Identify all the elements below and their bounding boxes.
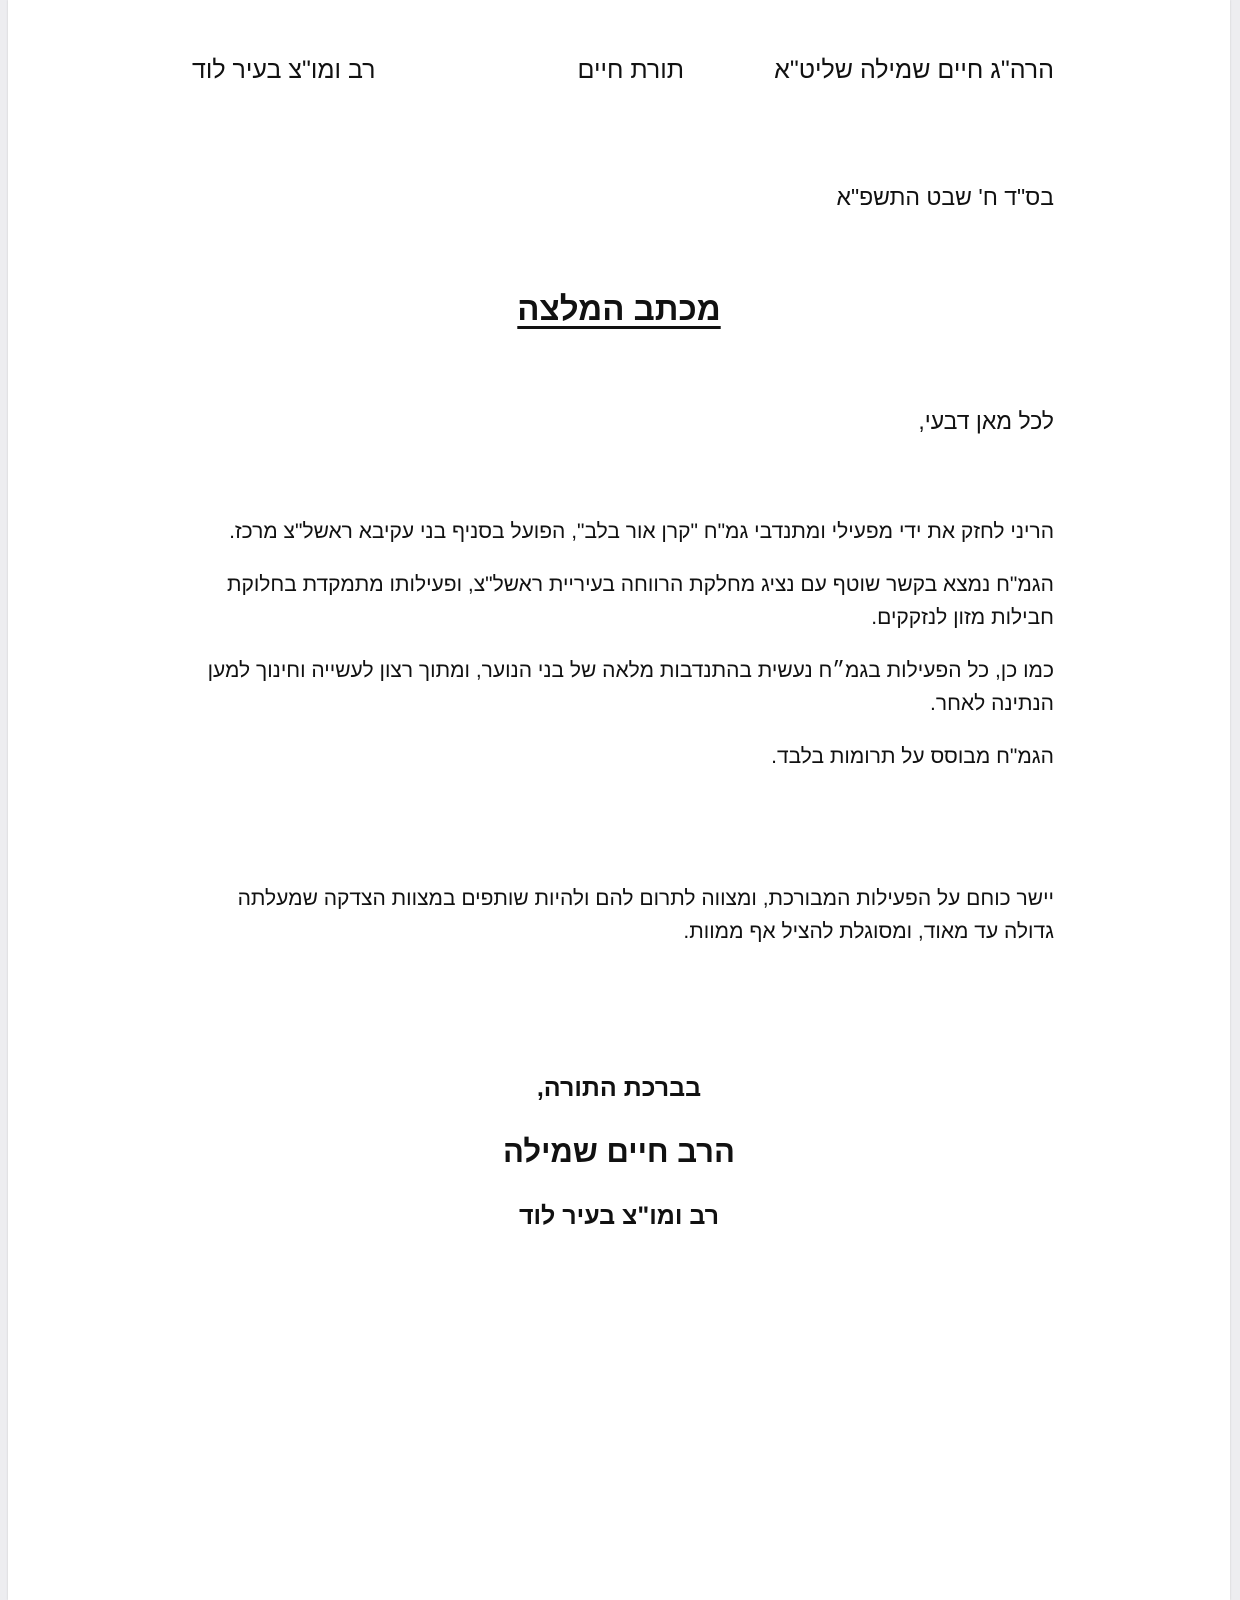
signature-blessing: בברכת התורה, — [536, 1074, 702, 1102]
letter-page — [8, 0, 1230, 1600]
header-rabbi-title: רב ומו"צ בעיר לוד — [192, 56, 376, 84]
letter-title: מכתב המלצה — [517, 290, 721, 327]
header-org-name: תורת חיים — [577, 56, 684, 84]
body-paragraph: הגמ"ח מבוסס על תרומות בלבד. — [771, 745, 1054, 768]
letter-body — [204, 515, 1054, 793]
body-paragraph: כמו כן, כל הפעילות בגמ״ח נעשית בהתנדבות מלאה של בני הנוער, ומתוך רצון לעשייה וחינוך למען הנתינה לאחר. — [207, 659, 1054, 715]
letter-greeting: לכל מאן דבעי, — [918, 408, 1054, 434]
signature-name: הרב חיים שמילה — [503, 1134, 735, 1169]
body-paragraph: הגמ"ח נמצא בקשר שוטף עם נציג מחלקת הרווחה בעיריית ראשל"צ, ופעילותו מתמקדת בחלוקת חבילות מזון לנזקקים. — [226, 573, 1054, 629]
letter-closing: יישר כוחם על הפעילות המבורכת, ומצווה לתרום להם ולהיות שותפים במצוות הצדקה שמעלתה גדולה עד מאוד, ומסוגלת להציל אף ממוות. — [237, 887, 1054, 943]
letter-date: בס"ד ח' שבט התשפ"א — [836, 184, 1054, 210]
body-paragraph: הריני לחזק את ידי מפעילי ומתנדבי גמ"ח "קרן אור בלב", הפועל בסניף בני עקיבא ראשל"צ מרכז. — [229, 520, 1054, 543]
signature-title: רב ומו"צ בעיר לוד — [518, 1202, 720, 1230]
header-rabbi-name: הרה"ג חיים שמילה שליט"א — [774, 56, 1054, 84]
